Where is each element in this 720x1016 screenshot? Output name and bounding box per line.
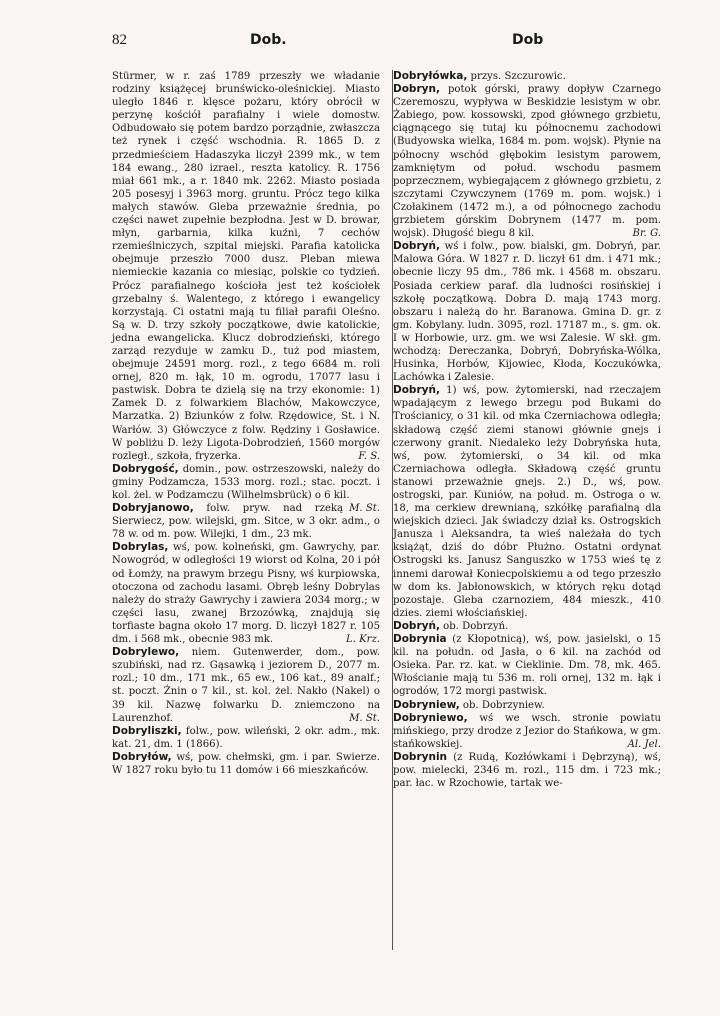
entry-headword: Dobrylas, <box>112 541 169 554</box>
entry-body: wś i folw., pow. bialski, gm. Dobryń, par. Malowa Góra. W 1827 r. D. liczył 61 dm. i 471 mk.; obecnie liczy 95 dm., 786 mk. i 4568 m. obszaru. Posiada cerkiew paraf. dla ludności rosińskiej i szkołę początkową. Dobra D. mają 1743 morg. obszaru i należą do hr. Baranowa. Gmina D. gr. z gm. Kobylany. ludn. 3095, rozl. 17187 m., s. gm. ok. I w Horbowie, urz. gm. we wsi Zalesie. W skł. gm. wchodzą: Dereczanka, Dobryń, Dobryńska-Wólka, Husinka, Horbów, Kijowiec, Kłoda, Koczukówka, Lachówka i Zalesie. <box>393 241 661 384</box>
dictionary-entry <box>112 725 380 751</box>
entry-body: ob. Dobrzyń. <box>439 620 509 632</box>
page-header <box>112 32 662 54</box>
entry-body: (z Kłopotnicą), wś, pow. jasielski, o 15 kil. na połudn. od Jasła, o 6 kil. na zachód od Osieka. Par. rz. kat. w Cieklinie. Dm. 78, mk. 465. Włościanie mają tu 536 m. roli ornej, 132 m. łąk i ogrodów, 172 morgi pastwisk. <box>393 634 661 698</box>
page-number: 82 <box>112 32 127 48</box>
entry-headword: Dobryjanowo, <box>112 502 194 515</box>
entry-body: niem. Gutenwerder, dom., pow. szubiński, nad rz. Gąsawką i jeziorem D., 2077 m. rozl.; 10 dm., 171 mk., 65 ew., 106 kat., 89 analf.; st. poczt. Żnin o 7 kil., st. kol. żel. Nakło (Nakel) o 39 kil. Nazwę folwarku D. zniemczono na Laurenzhof. <box>112 647 380 724</box>
entry-body: domin., pow. ostrzeszowski, należy do gminy Podzamcza, 1533 morg. rozl.; stac. poczt. i kol. żel. w Podzamczu (Wilhelmsbrück) o 6 kil. <box>112 463 380 501</box>
entry-headword: Dobrynia <box>393 633 447 646</box>
dictionary-entry <box>393 620 661 633</box>
dictionary-entry <box>393 70 661 83</box>
entry-headword: Dobryń, <box>393 240 440 253</box>
entry-body: (z Rudą, Kozłówkami i Dębrzyną), wś, pow. mielecki, 2346 m. rozl., 115 dm. i 723 mk.; par. łac. w Rzochowie, tartak we- <box>393 751 661 790</box>
entry-signature: M. St. <box>349 503 380 515</box>
entry-body: wś, pow. chełmski, gm. i par. Swierze. W 1827 roku było tu 11 domów i 66 mieszkańców. <box>112 751 380 776</box>
dictionary-entry <box>112 751 380 777</box>
entry-body: ob. Dobrzyniew. <box>459 699 545 711</box>
entry-headword: Dobryniewo, <box>393 711 468 724</box>
entry-headword: Dobryń, <box>393 619 440 632</box>
entry-body: 1) wś, pow. żytomierski, nad rzeczajem wpadającym z lewego brzegu pod Bukami do Trościanicy, o 31 kil. od mka Czerniachowa odległa; składową część ziemi stanowi głównie gnejs i czerwony granit. Niedaleko leży Dobryńska huta, wś, pow. żytomierski, o 34 kil. od mka Czerniachowa odległa. Składową część gruntu stanowi przeważnie gnejs. 2.) D., wś, pow. ostrogski, par. Kuniów, na połud. m. Ostroga o w. 18, ma cerkiew drewnianą, szkółkę parafialną dla wiejskich dzieci. Jak świadczy dział ks. Ostrogskich Janusza i Aleksandra, ta wieś należała do tych książąt, dziś do dóbr Płużno. Ostatni ordynat Ostrogski ks. Janusz Sanguszko w 1753 wieś tę z innemi darował Koniecpolskiemu a od tego przeszło w dom ks. Jabłonowskich, w których ręku dotąd pozostaje. Gleba czarnoziem, 484 mieszk., 410 dzies. ziemi włościańskiej. <box>393 385 661 619</box>
entry-signature: M. St. <box>349 712 380 724</box>
entry-headword: Dobryniew, <box>393 698 460 711</box>
entry-body: przys. Szczurowic. <box>467 71 566 82</box>
entry-headword: Dobrygość, <box>112 462 179 475</box>
entry-headword: Dobryłów, <box>112 750 172 763</box>
entry-headword: Dobryliszki, <box>112 724 182 737</box>
entry-signature: F. S. <box>358 450 380 462</box>
dictionary-entry <box>393 699 661 712</box>
dictionary-entry <box>393 83 661 240</box>
dictionary-entry <box>112 502 380 541</box>
text-columns <box>112 70 662 950</box>
left-running-head: Dob. <box>250 32 287 48</box>
entry-headword: Dobryń, <box>393 384 440 397</box>
entry-headword: Dobryn, <box>393 83 440 96</box>
entry-signature: Br. G. <box>632 228 661 240</box>
entry-headword: Dobryłówka, <box>393 70 468 82</box>
left-entries <box>112 463 380 777</box>
continuation-text: Stürmer, w r. zaś 1789 przeszły we władanie rodziny książęcej brunświcko-oleśnickiej. Miasto uległo 1846 r. klęsce pożaru, który obrócił w perzynę kościół parafialny i wiele domostw. Odbudowało się potem bardzo porządnie, zwłaszcza też rynek i część wschodnia. R. 1865 D. z przedmieściem Hadaszyka liczył 2399 mk., w tem 184 ewang., 280 izrael., reszta katolicy. R. 1756 miał 661 mk., a r. 1840 mk. 2262. Miasto posiada 205 posesyj i 3963 morg. gruntu. Prócz tego kilka małych stawów. Gleba przeważnie średnia, po części nawet zupełnie bezpłodna. Jest w D. browar, młyn, garbarnia, kilka kuźni, 7 cechów rzemieślniczych, szpital miejski. Parafia katolicka obejmuje przeszło 7000 dusz. Pleban miewa niemieckie kazania co miesiąc, polskie co tydzień. Prócz parafialnego kościoła jest też kościołek grzebalny ś. Walentego, z którego i ewangelicy korzystają. Ci ostatni mają tu filiał parafii Oleśno. Są w. D. trzy szkoły początkowe, dwie katolickie, jedna ewangelicka. Klucz dobrodzieński, którego zarząd rezyduje w zamku D., tuż pod miastem, obejmuje 24591 morg. rozl., z tego 6684 m. roli ornej, 820 m. łąk, 10 m. ogrodu, 17077 lasu i pastwisk. Dobra te dzielą się na trzy ekonomie: 1) Zamek D. z folwarkiem Blachów, Makowczyce, Marzatka. 2) Bziunków z folw. Rzędowice, St. i N. Warłów. 3) Główczyce z folw. Rędziny i Gosławice. W pobliżu D. leży Ligota-Dobrodzień, 1560 morgów rozległ., szkoła, fryzerka. <box>112 71 380 462</box>
continuation-paragraph <box>112 70 380 463</box>
entry-body: folw. pryw. nad rzeką Sierwiecz, pow. wilejski, gm. Sitce, w 3 okr. adm., o 78 w. od m. pow. Wilejki, 1 dm., 23 mk. <box>112 503 380 541</box>
dictionary-entry <box>112 541 380 646</box>
dictionary-entry <box>393 751 661 790</box>
right-column <box>393 70 661 950</box>
right-running-head: Dob <box>512 32 544 48</box>
entry-body: wś we wsch. stronie powiatu mińskiego, przy drodze z Jezior do Stańkowa, w gm. stańkowskiej. <box>393 712 661 750</box>
dictionary-entry <box>393 384 661 620</box>
dictionary-entry <box>112 646 380 725</box>
entry-headword: Dobrylewo, <box>112 646 180 659</box>
entry-body: folw., pow. wileński, 2 okr. adm., mk. kat. 21, dm. 1 (1866). <box>112 725 380 750</box>
dictionary-entry <box>393 240 661 384</box>
entry-signature: L. Krz. <box>345 634 380 646</box>
entry-signature: Al. Jel. <box>627 738 661 750</box>
entry-body: wś, pow. kolneński, gm. Gawrychy, par. Nowogród, w odległości 19 wiorst od Kolna, 20 i pół od Łomży, na prawym brzegu Pisny, wś kurpiowska, otoczona od zachodu lasami. Obręb leśny Dobrylas należy do straży Gawrychy i zawiera 2034 morg.; w części lasu, zwanej Brzozówką, znajdują się torfiaste bagna około 17 morg. D. liczył 1827 r. 105 dm. i 568 mk., obecnie 983 mk. <box>112 542 380 646</box>
entry-headword: Dobrynin <box>393 750 448 763</box>
dictionary-entry <box>393 633 661 698</box>
entry-body: potok górski, prawy dopływ Czarnego Czeremoszu, wypływa w Beskidzie lesistym w obr. Żabiego, pow. kossowski, zpod głównego grzbietu, ciągnącego się tutaj ku północnemu zachodowi (Budyowska wielka, 1684 m. pom. wojsk). Płynie na północny wschód głębokim lesistym parowem, zamkniętym od połud. wschodu pasmem poprzecznem, wybiegającem z głównego grzbietu, z szczytami Czywczynem (1769 m. pom. wojsk.) i Czołakinem (1472 m.), a od północnego zachodu grzbietem górskim Dobrynem (1477 m. pom. wojsk). Długość biegu 8 kil. <box>393 84 661 240</box>
dictionary-entry <box>393 712 661 751</box>
right-entries <box>393 70 661 790</box>
left-column <box>112 70 380 950</box>
